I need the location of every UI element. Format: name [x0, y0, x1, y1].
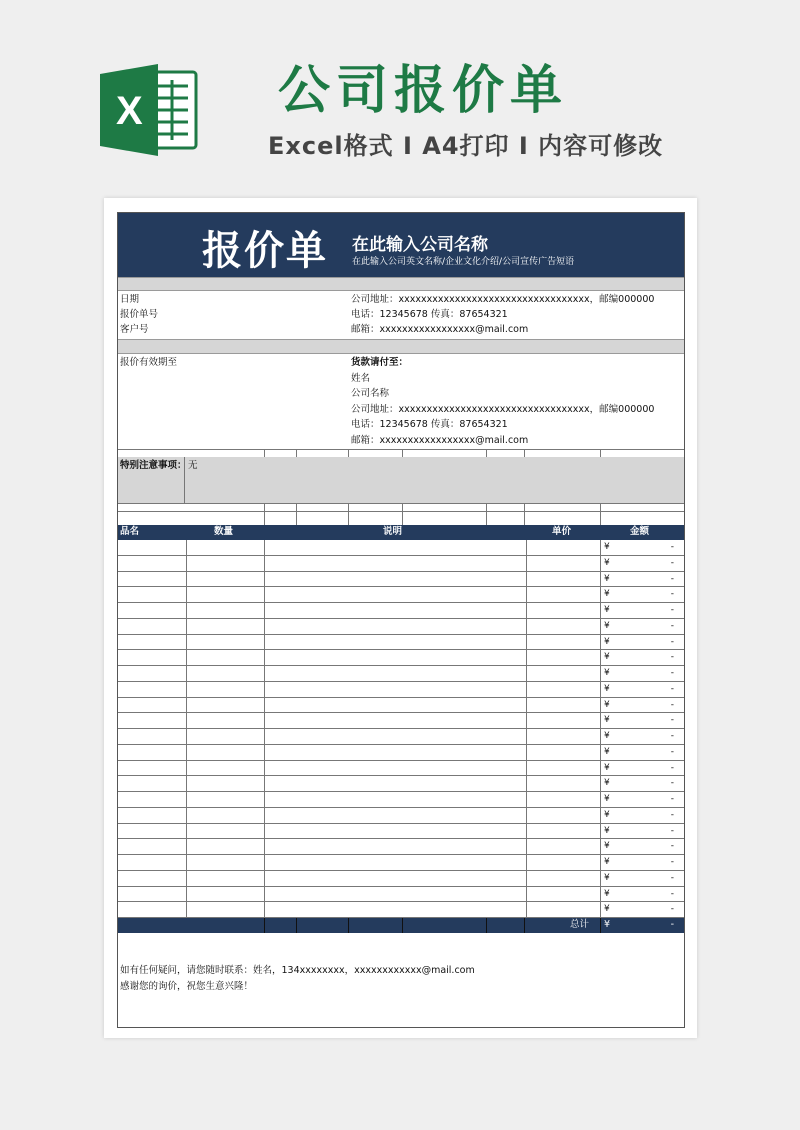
company-slogan[interactable]: 在此输入公司英文名称/企业文化介绍/公司宣传广告短语 — [352, 257, 575, 267]
banner — [0, 0, 800, 190]
table-row[interactable] — [118, 635, 684, 651]
grid-divider — [264, 503, 265, 525]
total-currency: ¥ — [604, 919, 611, 930]
row-amount[interactable]: - — [670, 762, 674, 773]
total-divider — [600, 918, 601, 933]
validity-label: 报价有效期至 — [120, 357, 178, 368]
row-currency-symbol: ¥ — [604, 557, 610, 568]
ship-to-phone-fax[interactable]: 电话：12345678 传真：87654321 — [351, 419, 508, 430]
grid-divider — [600, 449, 601, 457]
header-item-name: 品名 — [120, 526, 140, 537]
row-amount[interactable]: - — [670, 636, 674, 647]
table-row[interactable] — [118, 855, 684, 871]
grid-divider — [486, 449, 487, 457]
row-amount[interactable]: - — [670, 573, 674, 584]
row-currency-symbol: ¥ — [604, 605, 610, 615]
row-currency-symbol: ¥ — [604, 636, 610, 647]
row-currency-symbol: ¥ — [604, 825, 610, 836]
table-row[interactable] — [118, 887, 684, 903]
footer-thanks: 感谢您的询价，祝您生意兴隆！ — [120, 981, 254, 992]
table-row[interactable] — [118, 808, 684, 824]
date-label: 日期 — [120, 294, 140, 305]
table-body — [118, 540, 684, 918]
company-address[interactable]: 公司地址：xxxxxxxxxxxxxxxxxxxxxxxxxxxxxxxxxx，邮编000000 — [351, 294, 655, 305]
table-row[interactable] — [118, 902, 684, 918]
row-amount[interactable]: - — [670, 652, 674, 663]
notes-divider — [184, 457, 185, 503]
ship-to-email[interactable]: 邮箱：xxxxxxxxxxxxxxxxx@mail.com — [351, 435, 529, 446]
total-label: 总计 — [570, 919, 590, 930]
total-divider — [402, 918, 403, 933]
customer-no-label: 客户号 — [120, 324, 149, 335]
table-row[interactable] — [118, 839, 684, 855]
grid-divider — [296, 449, 297, 457]
row-amount[interactable]: - — [670, 872, 674, 883]
row-amount[interactable]: - — [670, 841, 674, 852]
table-row[interactable] — [118, 556, 684, 572]
total-value[interactable]: - — [670, 919, 674, 930]
total-divider — [524, 918, 525, 933]
divider-bar-1 — [118, 277, 684, 291]
sheet-header — [118, 213, 684, 277]
row-currency-symbol: ¥ — [604, 542, 610, 552]
table-row[interactable] — [118, 776, 684, 792]
notes-label: 特别注意事项： — [120, 460, 187, 471]
row-currency-symbol: ¥ — [604, 683, 610, 694]
grid-divider — [348, 503, 349, 525]
table-row[interactable] — [118, 729, 684, 745]
grid-divider — [348, 449, 349, 457]
notes-area[interactable] — [118, 457, 684, 503]
company-email[interactable]: 邮箱：xxxxxxxxxxxxxxxxx@mail.com — [351, 324, 529, 335]
row-currency-symbol: ¥ — [604, 589, 610, 600]
table-row[interactable] — [118, 666, 684, 682]
quote-no-label: 报价单号 — [120, 309, 159, 320]
row-amount[interactable]: - — [670, 794, 674, 804]
row-amount[interactable]: - — [670, 731, 674, 741]
banner-title: 公司报价单 — [278, 61, 569, 121]
row-amount[interactable]: - — [670, 715, 674, 726]
total-divider — [296, 918, 297, 933]
row-currency-symbol: ¥ — [604, 652, 610, 663]
header-amount: 金额 — [630, 526, 650, 537]
table-row[interactable] — [118, 824, 684, 840]
row-amount[interactable]: - — [670, 888, 674, 899]
table-row[interactable] — [118, 587, 684, 603]
table-total-row — [118, 918, 684, 933]
ship-to-name[interactable]: 姓名 — [351, 373, 371, 384]
table-row[interactable] — [118, 871, 684, 887]
notes-value[interactable]: 无 — [188, 460, 198, 471]
row-currency-symbol: ¥ — [604, 841, 610, 852]
divider-bar-2 — [118, 339, 684, 354]
table-row[interactable] — [118, 682, 684, 698]
grid-divider — [486, 503, 487, 525]
row-currency-symbol: ¥ — [604, 872, 610, 883]
row-amount[interactable]: - — [670, 857, 674, 867]
row-currency-symbol: ¥ — [604, 573, 610, 584]
ship-to-label: 货款请付至： — [351, 357, 409, 368]
grid-divider — [264, 449, 265, 457]
row-amount[interactable]: - — [670, 699, 674, 710]
table-row[interactable] — [118, 761, 684, 777]
company-name[interactable]: 在此输入公司名称 — [352, 235, 488, 255]
table-row[interactable] — [118, 650, 684, 666]
row-currency-symbol: ¥ — [604, 620, 610, 631]
footer-contact: 如有任何疑问，请您随时联系：姓名，134xxxxxxxx，xxxxxxxxxxxx@mail.com — [120, 965, 475, 976]
row-currency-symbol: ¥ — [604, 699, 610, 710]
ship-to-address[interactable]: 公司地址：xxxxxxxxxxxxxxxxxxxxxxxxxxxxxxxxxx，邮编000000 — [351, 404, 655, 415]
table-row[interactable] — [118, 572, 684, 588]
row-amount[interactable]: - — [670, 746, 674, 757]
row-amount[interactable]: - — [670, 904, 674, 915]
total-divider — [264, 918, 265, 933]
row-amount[interactable]: - — [670, 557, 674, 568]
sheet-title: 报价单 — [202, 228, 328, 274]
row-amount[interactable]: - — [670, 683, 674, 694]
row-currency-symbol: ¥ — [604, 809, 610, 820]
row-amount[interactable]: - — [670, 605, 674, 615]
banner-subtitle: Excel格式 I A4打印 I 内容可修改 — [268, 132, 664, 160]
row-amount[interactable]: - — [670, 668, 674, 678]
row-currency-symbol: ¥ — [604, 794, 610, 804]
table-header — [118, 525, 684, 540]
total-divider — [486, 918, 487, 933]
grid-divider — [402, 449, 403, 457]
excel-logo-icon — [100, 62, 200, 158]
grid-divider — [524, 503, 525, 525]
row-currency-symbol: ¥ — [604, 762, 610, 773]
row-currency-symbol: ¥ — [604, 746, 610, 757]
ship-to-company[interactable]: 公司名称 — [351, 388, 390, 399]
row-amount[interactable]: - — [670, 825, 674, 836]
table-row[interactable] — [118, 792, 684, 808]
grid-divider — [402, 503, 403, 525]
table-row[interactable] — [118, 745, 684, 761]
row-currency-symbol: ¥ — [604, 904, 610, 915]
table-row[interactable] — [118, 713, 684, 729]
row-currency-symbol: ¥ — [604, 778, 610, 789]
table-row[interactable] — [118, 698, 684, 714]
row-amount[interactable]: - — [670, 542, 674, 552]
row-currency-symbol: ¥ — [604, 731, 610, 741]
row-amount[interactable]: - — [670, 620, 674, 631]
company-phone-fax[interactable]: 电话：12345678 传真：87654321 — [351, 309, 508, 320]
total-divider — [348, 918, 349, 933]
grid-divider — [524, 449, 525, 457]
row-amount[interactable]: - — [670, 809, 674, 820]
row-currency-symbol: ¥ — [604, 888, 610, 899]
header-quantity: 数量 — [214, 526, 234, 537]
table-row[interactable] — [118, 540, 684, 556]
quote-sheet — [117, 212, 685, 1028]
table-row[interactable] — [118, 619, 684, 635]
row-amount[interactable]: - — [670, 589, 674, 600]
grid-divider — [600, 503, 601, 525]
header-unit-price: 单价 — [552, 526, 572, 537]
row-currency-symbol: ¥ — [604, 668, 610, 678]
header-description: 说明 — [383, 526, 403, 537]
table-row[interactable] — [118, 603, 684, 619]
row-amount[interactable]: - — [670, 778, 674, 789]
excel-logo-letter: X — [116, 89, 143, 133]
row-currency-symbol: ¥ — [604, 857, 610, 867]
row-currency-symbol: ¥ — [604, 715, 610, 726]
grid-divider — [296, 503, 297, 525]
